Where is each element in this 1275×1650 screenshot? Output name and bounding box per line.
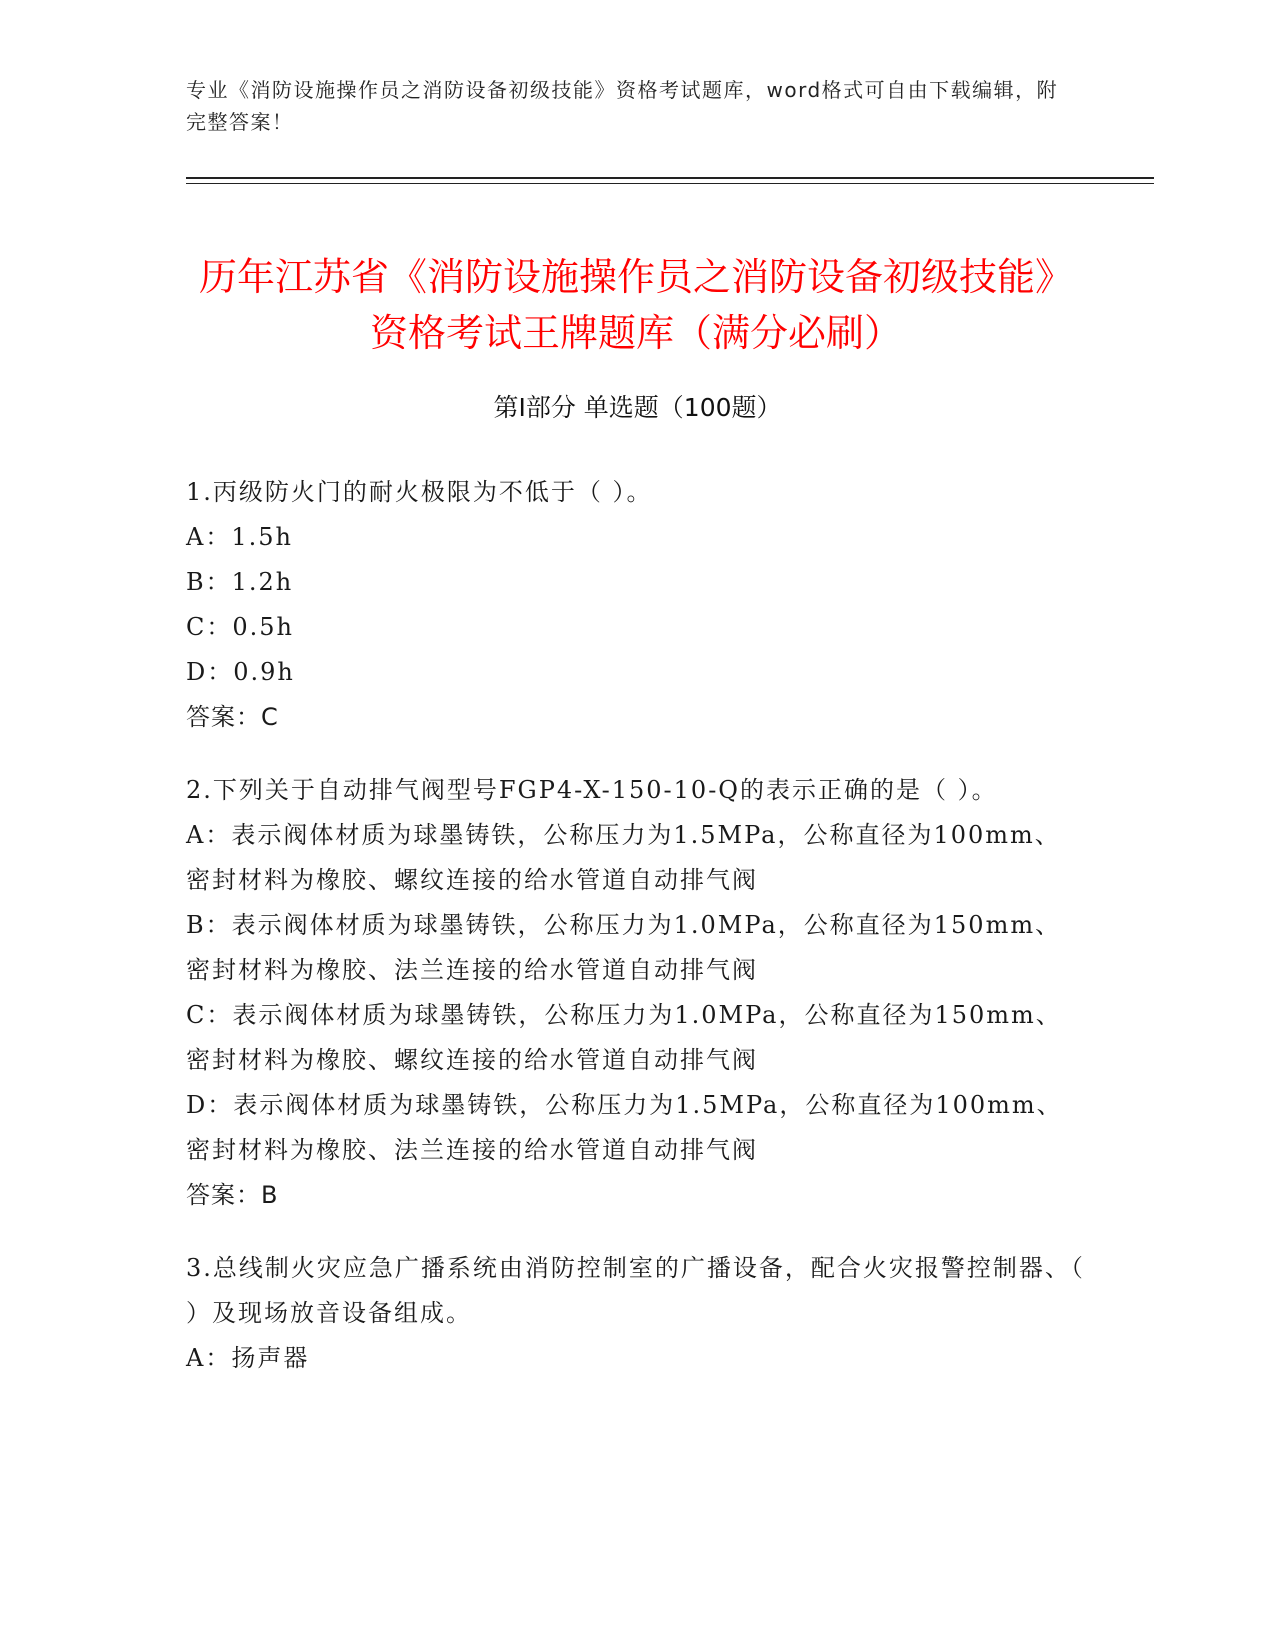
question-2 [186,768,1086,1218]
answer-line: 答案：B [186,1181,279,1209]
option-a: A：扬声器 [186,1344,310,1372]
header-divider-thick [186,177,1154,179]
question-stem: 3.总线制火灾应急广播系统由消防控制室的广播设备，配合火灾报警控制器、（ ）及现场放音设备组成。 [186,1254,1085,1327]
option-b: B：表示阀体材质为球墨铸铁，公称压力为1.0MPa，公称直径为150mm、密封材料为橡胶、法兰连接的给水管道自动排气阀 [186,911,1062,984]
question-stem: 2.下列关于自动排气阀型号FGP4-X-150-10-Q的表示正确的是（ ）。 [186,776,998,804]
option-d: D：0.9h [186,658,295,686]
header-note: 专业《消防设施操作员之消防设备初级技能》资格考试题库，word格式可自由下载编辑，附完整答案！ [186,78,1059,134]
question-1 [186,470,1086,740]
option-a: A：1.5h [186,523,293,551]
section-heading: 第Ⅰ部分 单选题（100题） [493,393,782,422]
option-b: B：1.2h [186,568,294,596]
answer-line: 答案：C [186,703,279,731]
question-stem: 1.丙级防火门的耐火极限为不低于（ ）。 [186,478,653,506]
option-c: C：0.5h [186,613,294,641]
option-c: C：表示阀体材质为球墨铸铁，公称压力为1.0MPa，公称直径为150mm、密封材料为橡胶、螺纹连接的给水管道自动排气阀 [186,1001,1062,1074]
option-a: A：表示阀体材质为球墨铸铁，公称压力为1.5MPa，公称直径为100mm、密封材料为橡胶、螺纹连接的给水管道自动排气阀 [186,821,1061,894]
option-d: D：表示阀体材质为球墨铸铁，公称压力为1.5MPa，公称直径为100mm、密封材料为橡胶、法兰连接的给水管道自动排气阀 [186,1091,1063,1164]
question-list [186,470,1086,1409]
document-title: 历年江苏省《消防设施操作员之消防设备初级技能》资格考试王牌题库（满分必刷） [198,255,1073,356]
question-3 [186,1246,1086,1381]
header-divider-thin [186,183,1154,184]
